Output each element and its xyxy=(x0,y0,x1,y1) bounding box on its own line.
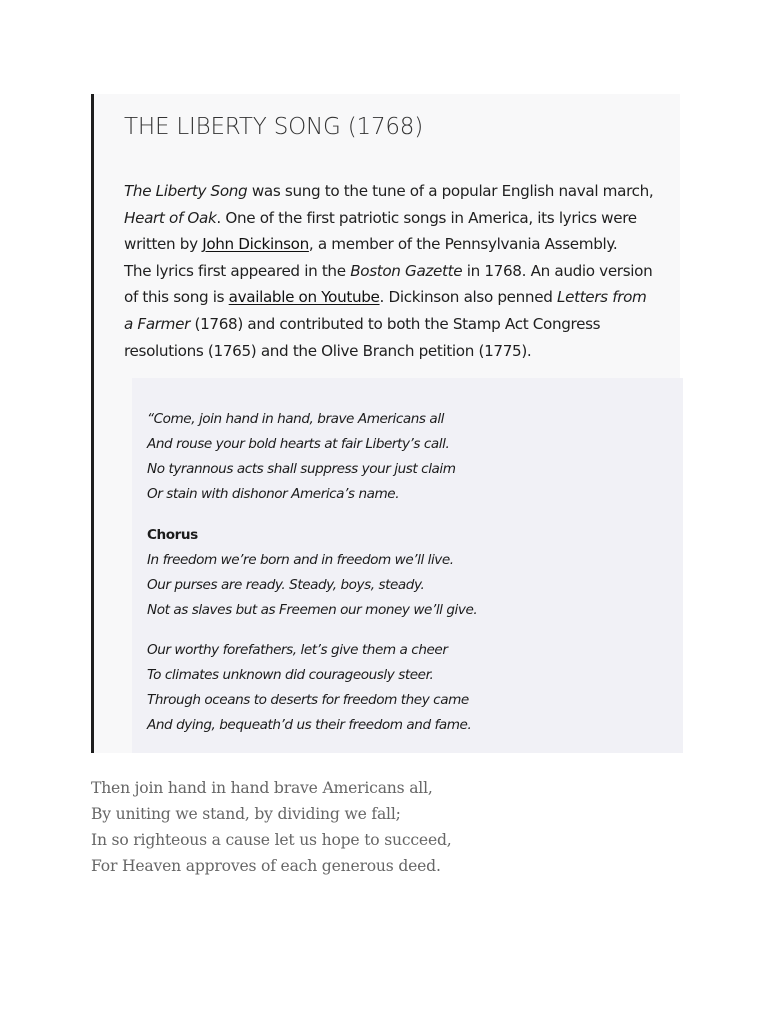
lyric-line: Our purses are ready. Steady, boys, steady. xyxy=(147,577,425,593)
john-dickinson-link[interactable]: John Dickinson xyxy=(202,235,309,254)
intro-line: a Farmer (1768) and contributed to both the Stamp Act Congress xyxy=(124,314,601,333)
lyric-line: “Come, join hand in hand, brave Americans all xyxy=(147,411,444,427)
verse-line: For Heaven approves of each generous deed. xyxy=(91,857,441,875)
stanza-3 xyxy=(147,638,471,738)
intro-line: of this song is available on Youtube. Dickinson also penned Letters from xyxy=(124,288,647,307)
book-title-italic: Letters from xyxy=(556,288,647,307)
newspaper-title-italic: Boston Gazette xyxy=(350,261,463,280)
lyric-line: No tyrannous acts shall suppress your just claim xyxy=(147,461,456,477)
lyric-line: And dying, bequeath’d us their freedom and fame. xyxy=(147,717,472,733)
lyric-line: Or stain with dishonor America’s name. xyxy=(147,486,400,502)
lyric-line: Not as slaves but as Freemen our money we’ll give. xyxy=(147,602,478,618)
youtube-link[interactable]: available on Youtube xyxy=(228,288,380,307)
chorus-label: Chorus xyxy=(147,527,198,543)
intro-line: written by John Dickinson, a member of the Pennsylvania Assembly. xyxy=(124,235,618,254)
lyric-line: To climates unknown did courageously steer. xyxy=(147,667,434,683)
song-title-italic: The Liberty Song xyxy=(124,182,248,200)
intro-line: resolutions (1765) and the Olive Branch petition (1775). xyxy=(124,341,532,360)
intro-line: Heart of Oak. One of the first patriotic songs in America, its lyrics were xyxy=(124,208,637,227)
march-title-italic: Heart of Oak xyxy=(124,208,217,227)
article-title: THE LIBERTY SONG (1768) xyxy=(124,114,424,140)
verse-line: By uniting we stand, by dividing we fall; xyxy=(91,805,401,823)
lyric-line: Through oceans to deserts for freedom they came xyxy=(147,692,469,708)
intro-line: The lyrics first appeared in the Boston Gazette in 1768. An audio version xyxy=(124,261,653,280)
verse-line: In so righteous a cause let us hope to succeed, xyxy=(91,831,452,849)
lyrics-blockquote xyxy=(132,378,683,753)
verse-text xyxy=(91,775,452,879)
verse-line: Then join hand in hand brave Americans all, xyxy=(91,779,433,797)
stanza-1 xyxy=(147,407,456,507)
intro-paragraph xyxy=(124,178,664,364)
book-title-italic: a Farmer xyxy=(124,314,191,333)
intro-line: The Liberty Song was sung to the tune of a popular English naval march, xyxy=(124,182,654,200)
lyric-line: In freedom we’re born and in freedom we’ll live. xyxy=(147,552,454,568)
chorus-stanza xyxy=(147,523,477,623)
lyric-line: And rouse your bold hearts at fair Liberty’s call. xyxy=(147,436,450,452)
lyric-line: Our worthy forefathers, let’s give them a cheer xyxy=(147,642,448,658)
liberty-song-article-image xyxy=(91,94,680,753)
